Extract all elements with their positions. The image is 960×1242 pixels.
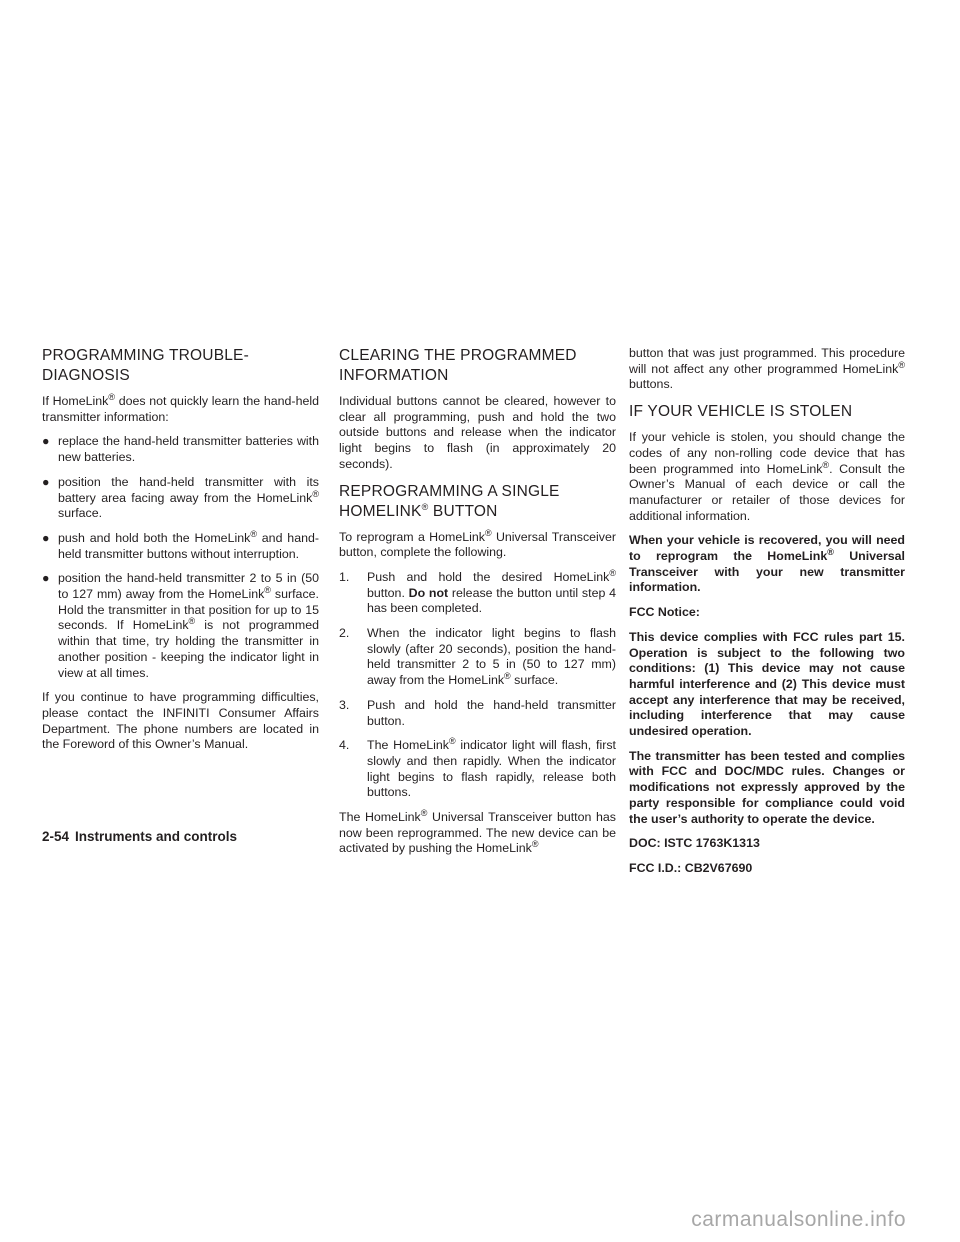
list-item: 2. When the indicator light begins to flash slowly (after 20 seconds), position the hand-held transmitter 2 to 5 in (50 to 127 mm) away from the HomeLink® surface. bbox=[339, 626, 616, 688]
paragraph: The transmitter has been tested and complies with FCC and DOC/MDC rules. Changes or modifications not expressly approved by the party responsible for compliance could void the user’s authority to operate the device. bbox=[629, 748, 905, 826]
paragraph: To reprogram a HomeLink® Universal Transceiver button, complete the following. bbox=[339, 527, 616, 560]
bullet-icon: ● bbox=[42, 571, 50, 586]
column-2 bbox=[339, 346, 616, 866]
fcc-id: FCC I.D.: CB2V67690 bbox=[629, 860, 753, 875]
paragraph: If HomeLink® does not quickly learn the hand-held transmitter information: bbox=[42, 391, 319, 424]
section-name: Instruments and controls bbox=[75, 829, 238, 844]
bullet-icon: ● bbox=[42, 530, 50, 545]
paragraph: When your vehicle is recovered, you will need to reprogram the HomeLink® Universal Transceiver with your new transmitter information. bbox=[629, 533, 906, 595]
column-3 bbox=[629, 346, 905, 886]
list-item: ● push and hold both the HomeLink® and hand-held transmitter buttons without interruption. bbox=[42, 528, 320, 561]
column-1 bbox=[42, 346, 319, 762]
paragraph: The HomeLink® Universal Transceiver button has now been reprogrammed. The new device can be activated by pushing the HomeLink® bbox=[339, 807, 616, 856]
paragraph: Individual buttons cannot be cleared, however to clear all programming, push and hold the two outside buttons and release when the indicator light begins to flash (in approximately 20 seconds). bbox=[339, 394, 616, 471]
section-heading-clearing: CLEARING THE PROGRAMMED INFORMATION bbox=[339, 347, 577, 384]
paragraph: This device complies with FCC rules part 15. Operation is subject to the following two conditions: (1) This device may not cause harmful interference and (2) This device must accept any interference that may be received, including interference that may cause undesired operation. bbox=[629, 629, 905, 739]
page-footer bbox=[42, 829, 237, 844]
bullet-icon: ● bbox=[42, 474, 50, 489]
paragraph: button that was just programmed. This procedure will not affect any other programmed HomeLink® buttons. bbox=[629, 346, 905, 392]
paragraph: If your vehicle is stolen, you should change the codes of any non-rolling code device that has been programmed into HomeLink®. Consult the Owner’s Manual of each device or call the manufacturer or retailer of those devices for additional information. bbox=[629, 430, 905, 523]
section-heading-trouble-diagnosis: PROGRAMMING TROUBLE-DIAGNOSIS bbox=[42, 347, 249, 384]
list-item: 3. Push and hold the hand-held transmitter button. bbox=[339, 697, 616, 728]
page-number: 2-54 bbox=[42, 829, 70, 844]
bullet-icon: ● bbox=[42, 434, 50, 449]
paragraph: If you continue to have programming difficulties, please contact the INFINITI Consumer Affairs Department. The phone numbers are located in the Foreword of this Owner’s Manual. bbox=[42, 690, 319, 752]
list-item: 1. Push and hold the desired HomeLink® button. Do not release the button until step 4 has been completed. bbox=[339, 567, 616, 616]
section-heading-reprogramming: REPROGRAMMING A SINGLE HOMELINK® BUTTON bbox=[339, 482, 560, 520]
fcc-notice-label: FCC Notice: bbox=[629, 605, 700, 620]
doc-id: DOC: ISTC 1763K1313 bbox=[629, 836, 760, 851]
section-heading-stolen: IF YOUR VEHICLE IS STOLEN bbox=[629, 403, 853, 421]
list-item: 4. The HomeLink® indicator light will flash, first slowly and then rapidly. When the indicator light begins to flash rapidly, release both buttons. bbox=[339, 736, 617, 800]
list-item: ● position the hand-held transmitter with its battery area facing away from the HomeLink® surface. bbox=[42, 474, 319, 521]
watermark: carmanualsonline.info bbox=[691, 1208, 906, 1231]
list-item: ● replace the hand-held transmitter batteries with new batteries. bbox=[42, 434, 319, 465]
list-item: ● position the hand-held transmitter 2 to 5 in (50 to 127 mm) away from the HomeLink® surface. Hold the transmitter in that position for up to 15 seconds. If HomeLink® is not programmed within that time, try holding the transmitter in another position - keeping the indicator light in view at all times. bbox=[42, 571, 319, 680]
